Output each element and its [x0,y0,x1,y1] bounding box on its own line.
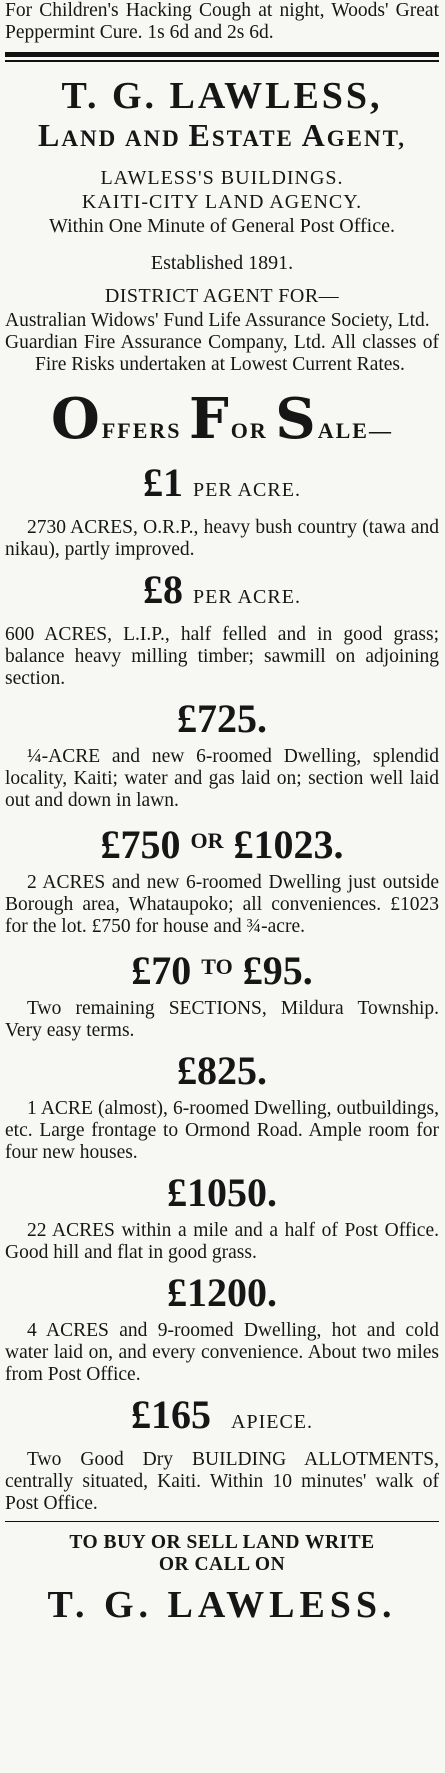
woods-peppermint-ad [5,0,439,44]
listing-text: Two Good Dry BUILDING ALLOTMENTS, centrally situated, Kaiti. Within 10 minutes' walk of Post Office. [5,1448,439,1514]
listing-text: 22 ACRES within a mile and a half of Post Office. Good hill and flat in good grass. [5,1219,439,1263]
offers-rest-o: FFERS [101,417,189,443]
price-connector: TO [201,953,233,979]
listing-text: 2 ACRES and new 6-roomed Dwelling just outside Borough area, Whataupoko; all conveniences. £1023 for the lot. £750 for house and ¾-acre. [5,871,439,937]
offers-cap-o: O [51,385,102,452]
price-value-2: £1023. [233,821,344,867]
listing-price [5,460,439,513]
buildings-line: LAWLESS'S BUILDINGS. [100,166,344,189]
listing [5,1270,439,1386]
agent-name-heading: T. G. LAWLESS, [61,74,383,117]
district-item: Australian Widows' Fund Life Assurance Society, Ltd. [5,309,430,331]
price-suffix: PER ACRE. [193,585,301,608]
listing-price: £825. [177,1047,267,1093]
footer-agent-name: T. G. LAWLESS. [47,1584,397,1626]
location-line: Within One Minute of General Post Office. [49,214,395,237]
district-agent-heading: DISTRICT AGENT FOR— [104,284,340,307]
listing [5,567,439,690]
offers-cap-f: F [189,385,231,452]
agent-title-rest-l: AND AND [61,125,189,151]
listing-text: 2730 ACRES, O.R.P., heavy bush country (tawa and nikau), partly improved. [5,516,439,560]
listing [5,1048,439,1164]
agent-title-rest-e: STATE [211,125,302,151]
listing-text: 4 ACRES and 9-roomed Dwelling, hot and cold water laid on, and every convenience. About two miles from Post Office. [5,1319,439,1385]
price-value: £8 [143,566,184,612]
listing [5,944,439,1042]
agent-title-cap-a: A [301,116,327,153]
price-value-2: £95. [242,947,313,993]
listing-price [5,567,439,620]
price-connector: OR [190,827,224,853]
footer-divider [5,1521,439,1523]
agent-title-cap-e: E [188,116,212,153]
thick-divider [5,52,439,57]
listing-text: Two remaining SECTIONS, Mildura Township. Very easy terms. [5,997,439,1041]
agent-title-cap-l: L [38,116,62,153]
listing [5,460,439,561]
offers-rest-s: ALE— [317,417,393,443]
established-line: Established 1891. [150,251,294,274]
listing-text: 1 ACRE (almost), 6-roomed Dwelling, outbuildings, etc. Large frontage to Ormond Road. Ample room for four new houses. [5,1097,439,1163]
listing-price [5,944,439,994]
listing-price [5,1392,439,1445]
listing [5,1170,439,1264]
listing-price: £1200. [167,1269,277,1315]
thin-divider [5,60,439,62]
listing [5,818,439,938]
price-suffix: PER ACRE. [193,478,301,501]
price-value: £750 [100,821,181,867]
listing-price: £1050. [167,1169,277,1215]
cta-line: TO BUY OR SELL LAND WRITE [69,1532,375,1553]
offers-for-sale-heading [5,385,439,458]
agent-title-rest-a: GENT, [326,125,406,151]
price-value: £165 [131,1391,211,1437]
listing [5,1392,439,1515]
district-item: Guardian Fire Assurance Company, Ltd. All classes of Fire Risks undertaken at Lowest Current Rates. [5,331,439,375]
cta-line: OR CALL ON [158,1554,286,1575]
listing-text: 600 ACRES, L.I.P., half felled and in good grass; balance heavy milling timber; sawmill on adjoining section. [5,623,439,689]
price-value: £1 [143,459,184,505]
listing-text: ¼-ACRE and new 6-roomed Dwelling, splendid locality, Kaiti; water and gas laid on; section well laid out and down in lawn. [5,745,439,811]
listing-price: £725. [177,695,267,741]
price-suffix: APIECE. [231,1410,313,1433]
listing-price [5,818,439,868]
offers-cap-s: S [275,385,318,452]
agent-title [5,116,439,154]
woods-peppermint-text: For Children's Hacking Cough at night, Woods' Great Peppermint Cure. 1s 6d and 2s 6d. [5,0,439,43]
price-value: £70 [131,947,192,993]
offers-rest-f: OR [230,417,276,443]
agency-line: KAITI-CITY LAND AGENCY. [81,190,363,213]
listing [5,696,439,812]
